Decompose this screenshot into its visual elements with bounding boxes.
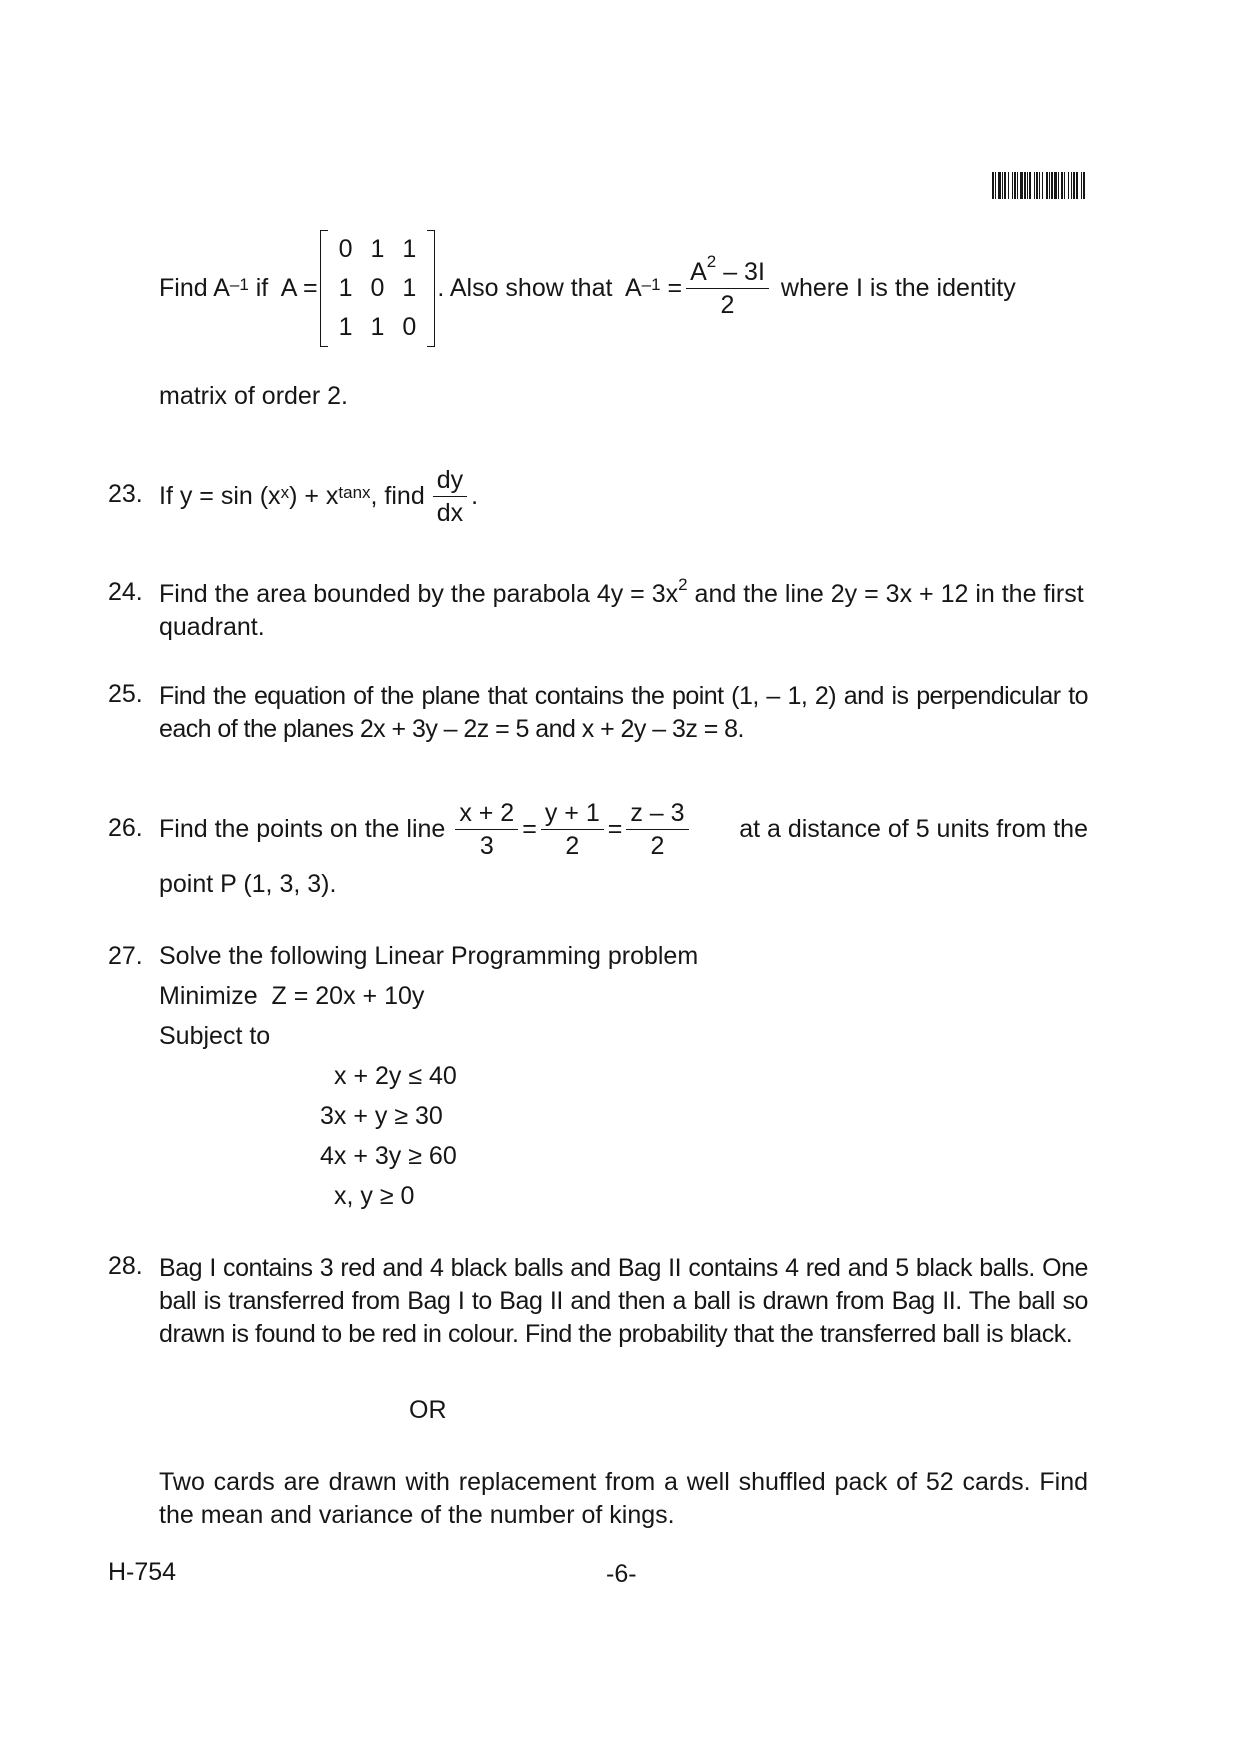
q22-find: Find A	[159, 273, 230, 302]
q22-frac-exp: 2	[706, 252, 717, 272]
q27-line1: Solve the following Linear Programming problem	[159, 942, 699, 970]
q22-fraction	[686, 252, 769, 319]
matrix-a	[320, 230, 436, 347]
matrix-cell: 1	[338, 273, 353, 302]
constraint: 4x + 3y ≥ 60	[320, 1142, 457, 1170]
q27-number: 27.	[108, 942, 143, 970]
q26-f1-den: 3	[479, 831, 494, 860]
q22-line1: Find A $^{-1}$ if A = 0 1 1 1 0 1 1 1 0 . Also show that A $^{-1}$ = $\frac{A^2 - 3I}{2}$ where I is the identity	[159, 248, 1016, 328]
q26-text	[159, 792, 1088, 866]
barcode	[992, 172, 1140, 199]
q23-end: .	[471, 481, 479, 510]
q26-fraction-y	[541, 799, 604, 860]
q27-line2: Minimize Z = 20x + 10y	[159, 982, 425, 1010]
q22-frac-rest: – 3I	[716, 257, 765, 286]
q22-frac-den: 2	[720, 290, 735, 319]
q24-exp: 2	[678, 574, 688, 594]
q26-number: 26.	[108, 814, 143, 842]
q22-eq: =	[660, 273, 683, 302]
q23-frac-num: dy	[433, 466, 467, 497]
paper-code: H-754	[108, 1558, 177, 1586]
q26-eq1: =	[522, 814, 537, 843]
q23-text-a: If y = sin (x	[159, 481, 281, 510]
matrix-cell: 1	[370, 234, 385, 263]
q22-frac-base: A	[690, 257, 707, 286]
q23-text: If y = sin (x $^x$ ) + x $^{tanx}$ , find $\frac{dy}{dx}$ .	[159, 465, 479, 527]
q22-also: . Also show that A	[437, 273, 642, 302]
q23-text-b: ) + x	[289, 481, 339, 510]
q28-number: 28.	[108, 1252, 143, 1280]
or-label: OR	[409, 1396, 447, 1424]
q26-fraction-z	[626, 799, 688, 860]
q22-line2: matrix of order 2.	[159, 382, 348, 410]
q26-f3-num: z – 3	[626, 799, 688, 830]
matrix-cell: 0	[338, 234, 353, 263]
matrix-cell: 1	[338, 312, 353, 341]
matrix-cell: 1	[402, 234, 417, 263]
q28-text: Bag I contains 3 red and 4 black balls and Bag II contains 4 red and 5 black balls. One ball is transferred from Bag I to Bag II and then a ball is drawn from Bag II. The ball so drawn is found to be red in colour. Find the probability that the transferred ball is black.	[159, 1254, 1088, 1348]
q26-text-b: at a distance of 5 units from the	[739, 814, 1088, 843]
q26-f2-den: 2	[565, 831, 580, 860]
q22-where: where I is the identity	[780, 273, 1016, 302]
constraint: x, y ≥ 0	[334, 1182, 415, 1210]
q23-frac-den: dx	[436, 498, 464, 527]
q22-if: if A =	[248, 273, 318, 302]
q24-text	[159, 574, 1088, 644]
q26-text-a: Find the points on the line	[159, 814, 446, 843]
matrix-cell: 1	[370, 312, 385, 341]
q23-text-c: , find	[370, 481, 425, 510]
matrix-cell: 1	[402, 273, 417, 302]
q26-eq2: =	[607, 814, 623, 843]
matrix-cell: 0	[402, 312, 417, 341]
q23-fraction	[433, 466, 467, 527]
q24-text-b: and the line 2y = 3x + 12 in the first quadrant.	[159, 580, 1084, 641]
matrix-cell: 0	[370, 273, 385, 302]
q25-text: Find the equation of the plane that contains the point (1, – 1, 2) and is perpendicular to each of the planes 2x + 3y – 2z = 5 and x + 2y – 3z = 8.	[159, 682, 1088, 743]
constraint: 3x + y ≥ 30	[320, 1102, 443, 1130]
q26-f2-num: y + 1	[541, 799, 604, 830]
q26-f1-num: x + 2	[455, 799, 518, 830]
constraint: x + 2y ≤ 40	[334, 1062, 457, 1090]
q26-f3-den: 2	[650, 831, 665, 860]
q24-number: 24.	[108, 578, 143, 606]
q27-line3: Subject to	[159, 1022, 271, 1050]
q25-number: 25.	[108, 680, 143, 708]
q24-text-a: Find the area bounded by the parabola 4y = 3x	[159, 580, 679, 608]
q23-number: 23.	[108, 480, 143, 508]
q26-line2: point P (1, 3, 3).	[159, 870, 337, 898]
q26-fraction-x	[455, 799, 518, 860]
page-number: -6-	[606, 1560, 637, 1588]
q28-alt-text: Two cards are drawn with replacement from a well shuffled pack of 52 cards. Find the mean and variance of the number of kings.	[159, 1468, 1088, 1529]
